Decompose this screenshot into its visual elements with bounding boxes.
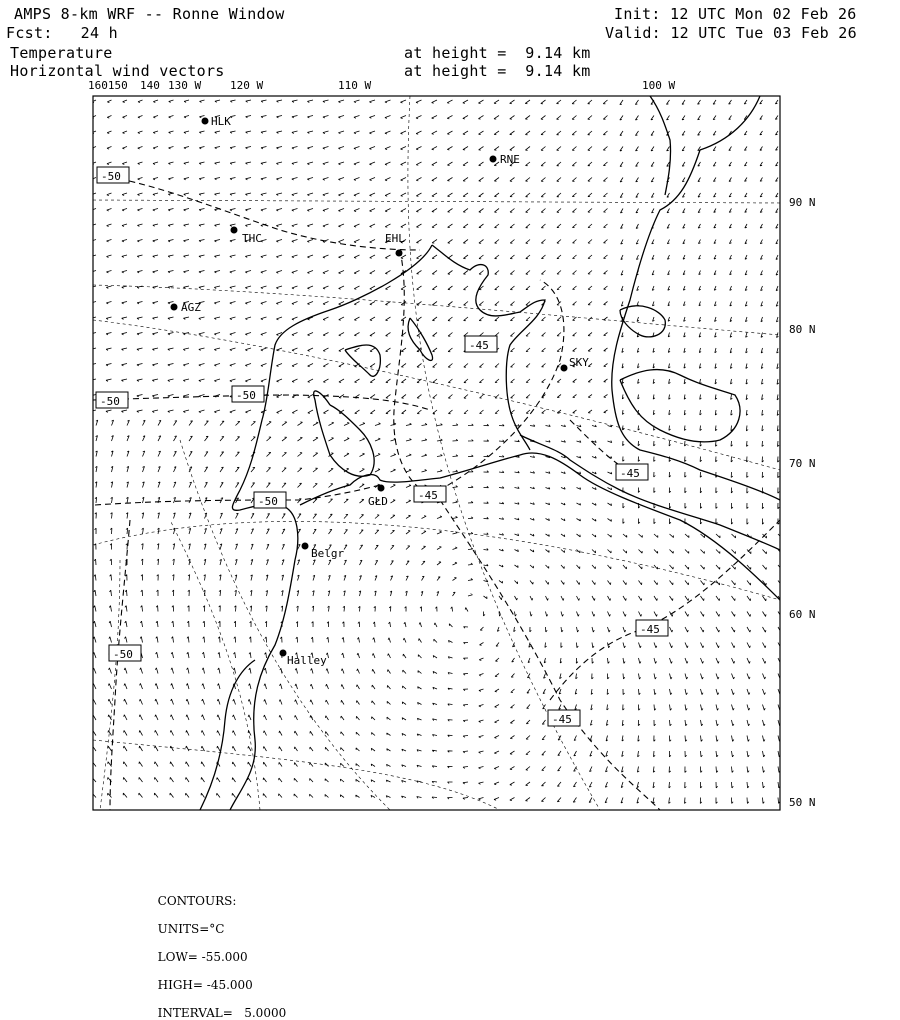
svg-text:-45: -45 [469,339,489,352]
field-wind-height: at height = 9.14 km [404,62,591,80]
init-time: Init: 12 UTC Mon 02 Feb 26 [614,5,857,23]
wind-vectors [91,100,783,804]
coastline [200,96,780,810]
footer-contours: CONTOURS: [157,894,237,908]
footer-high: HIGH= -45.000 [157,978,253,992]
station-label: SKY [569,356,589,369]
wind-vector-field [91,100,783,804]
svg-text:-50: -50 [258,495,278,508]
lat-label-90: 90 N [789,196,816,209]
station-halley [280,650,328,668]
lat-label-60: 60 N [789,608,816,621]
svg-text:-45: -45 [640,623,660,636]
contour-label [232,386,264,402]
station-sky [561,356,590,372]
svg-text:-50: -50 [101,170,121,183]
field-temperature-height: at height = 9.14 km [404,44,591,62]
station-belgr [302,543,345,561]
contour-label [636,620,668,636]
contour-label [109,645,141,661]
contour-label [616,464,648,480]
lon-label-160: 160150 [88,79,128,92]
station-label: HLK [211,115,231,128]
contour-label [254,492,286,508]
svg-text:-50: -50 [236,389,256,402]
contour-label [414,486,446,502]
svg-text:-50: -50 [100,395,120,408]
station-label: Belgr [311,547,345,560]
station-agz [171,301,202,314]
contour-label [548,710,580,726]
map-frame [93,96,780,810]
station-label: RNE [500,153,520,166]
contour-label [465,336,497,352]
station-label: EHL [385,232,405,245]
contour-label [97,167,129,183]
station-label: Halley [287,654,327,667]
station-gld [368,485,388,509]
station-label: THC [242,232,262,245]
station-thc [231,227,262,246]
valid-time: Valid: 12 UTC Tue 03 Feb 26 [605,24,857,42]
map-title: AMPS 8-km WRF -- Ronne Window [14,5,285,23]
station-hlk [202,115,232,128]
lat-label-50: 50 N [789,796,816,809]
footer-units: UNITS=°C [157,922,225,936]
lat-label-70: 70 N [789,457,816,470]
contour-label [96,392,128,408]
contour-footer [150,880,286,1020]
footer-low: LOW= -55.000 [157,950,248,964]
station-ehl [385,232,405,257]
lon-label-140: 140 [140,79,160,92]
lat-label-80: 80 N [789,323,816,336]
lon-label-100: 100 W [642,79,676,92]
longitude-labels [88,79,675,92]
lon-label-130: 130 W [168,79,202,92]
field-temperature: Temperature [10,44,113,62]
latitude-labels [789,196,816,809]
lon-label-120: 120 W [230,79,264,92]
station-rne [490,153,520,166]
footer-interval: INTERVAL= 5.0000 [157,1006,287,1020]
graticule [93,96,780,810]
station-label: GLD [368,495,388,508]
svg-text:-45: -45 [620,467,640,480]
svg-text:-50: -50 [113,648,133,661]
svg-text:-45: -45 [552,713,572,726]
lon-label-110: 110 W [338,79,372,92]
forecast-hour: Fcst: 24 h [6,24,118,42]
station-label: AGZ [181,301,201,314]
field-wind: Horizontal wind vectors [10,62,225,80]
svg-text:-45: -45 [418,489,438,502]
